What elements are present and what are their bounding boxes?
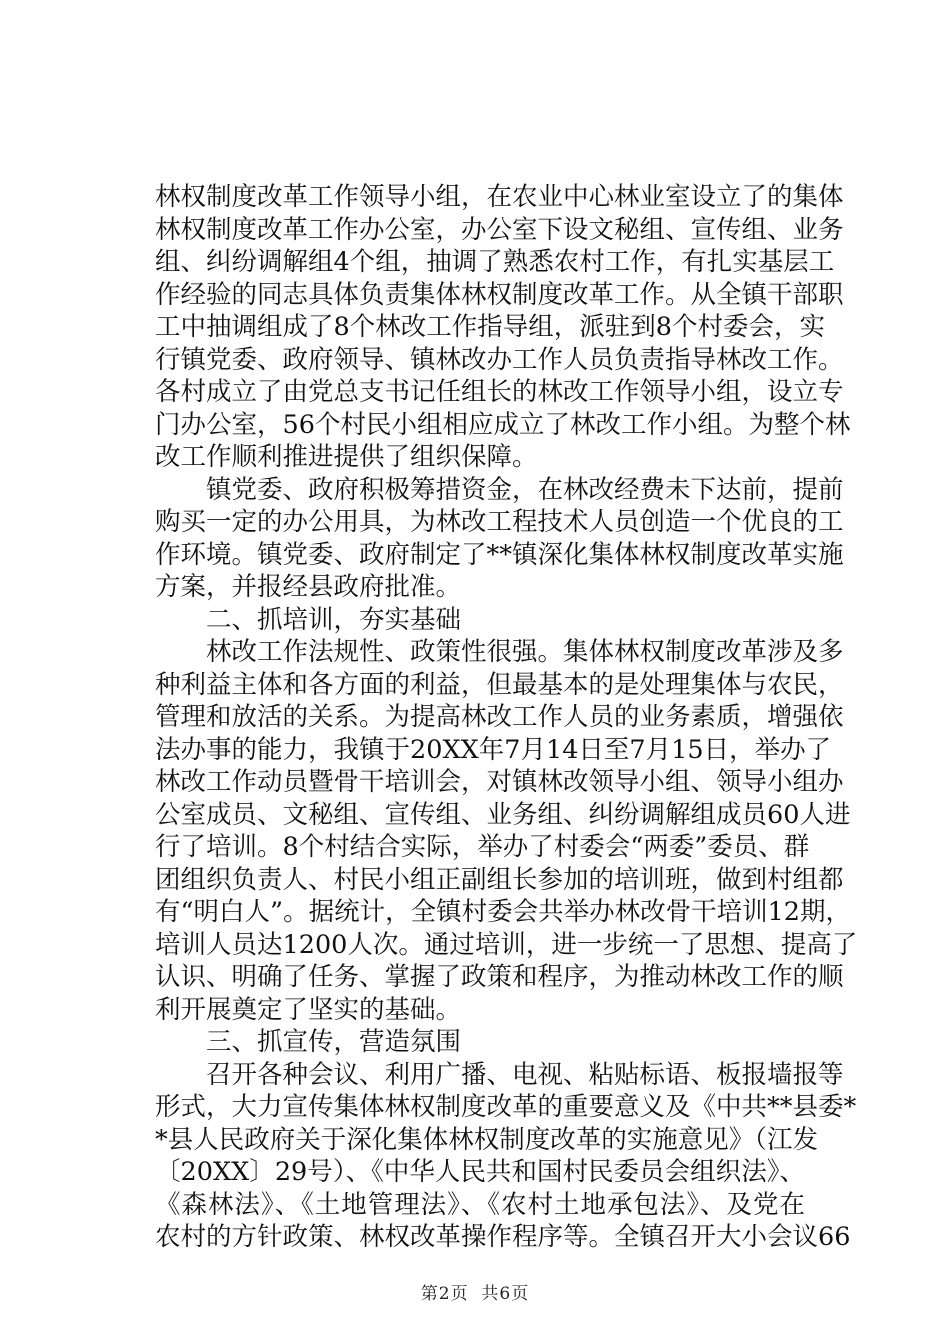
text-line-15: 林改工作法规性、政策性很强。集体林权制度改革涉及多 (155, 637, 844, 667)
section-heading-2: 二、抓培训，夯实基础 (155, 604, 462, 635)
text-line-10: 镇党委、政府积极筹措资金，在林改经费未下达前，提前 (155, 474, 844, 505)
text-line-28: 召开各种会议、利用广播、电视、粘贴标语、板报墙报等 (155, 1059, 844, 1090)
text-line-25: 认识、明确了任务、掌握了政策和程序，为推动林改工作的顺 (155, 962, 844, 992)
text-line-13: 方案，并报经县政府批准。 (155, 572, 462, 602)
text-line-33: 农村的方针政策、林权改革操作程序等。全镇召开大小会议66 (155, 1222, 851, 1252)
text-line-2: 林权制度改革工作办公室，办公室下设文秘组、宣传组、业务 (155, 214, 844, 245)
text-line-30: *县人民政府关于深化集体林权制度改革的实施意见》（江发 (155, 1124, 819, 1155)
text-line-7: 各村成立了由党总支书记任组长的林改工作领导小组，设立专 (155, 377, 844, 407)
text-line-31: 〔20XX〕29号）、《中华人民共和国村民委员会组织法》、 (155, 1157, 805, 1187)
text-line-17: 管理和放活的关系。为提高林改工作人员的业务素质，增强依 (155, 702, 844, 732)
text-line-19: 林改工作动员暨骨干培训会，对镇林改领导小组、领导小组办 (155, 767, 844, 797)
text-line-6: 行镇党委、政府领导、镇林改办工作人员负责指导林改工作。 (155, 344, 844, 375)
text-line-3: 组、纠纷调解组4个组，抽调了熟悉农村工作，有扎实基层工 (155, 247, 835, 277)
text-line-18: 法办事的能力，我镇于20XX年7月14日至7月15日，举办了 (155, 734, 832, 765)
text-line-24: 培训人员达1200人次。通过培训，进一步统一了思想、提高了 (155, 929, 858, 960)
text-line-16: 种利益主体和各方面的利益，但最基本的是处理集体与农民， (155, 669, 844, 700)
text-line-26: 利开展奠定了坚实的基础。 (155, 994, 462, 1025)
text-line-21: 行了培训。8个村结合实际，举办了村委会“两委”委员、群 (155, 832, 810, 862)
text-line-11: 购买一定的办公用具，为林改工程技术人员创造一个优良的工 (155, 507, 844, 537)
text-line-1: 林权制度改革工作领导小组，在农业中心林业室设立了的集体 (155, 182, 844, 212)
text-line-22: 团组织负责人、村民小组正副组长参加的培训班，做到村组都 (155, 864, 844, 895)
text-line-5: 工中抽调组成了8个林改工作指导组，派驻到8个村委会，实 (155, 312, 825, 342)
text-line-4: 作经验的同志具体负责集体林权制度改革工作。从全镇干部职 (155, 279, 844, 310)
text-line-9: 改工作顺利推进提供了组织保障。 (155, 442, 538, 472)
text-line-12: 作环境。镇党委、政府制定了**镇深化集体林权制度改革实施 (155, 539, 844, 570)
text-line-20: 公室成员、文秘组、宣传组、业务组、纠纷调解组成员60人进 (155, 799, 851, 830)
section-heading-3: 三、抓宣传，营造氛围 (155, 1027, 462, 1057)
page-number-footer: 第2页 共6页 (420, 1284, 530, 1304)
text-line-23: 有“明白人”。据统计，全镇村委会共举办林改骨干培训12期， (155, 897, 852, 927)
text-line-32: 《森林法》、《土地管理法》、《农村土地承包法》、及党在 (155, 1189, 805, 1220)
text-line-29: 形式，大力宣传集体林权制度改革的重要意义及《中共**县委* (155, 1092, 857, 1122)
text-line-8: 门办公室，56个村民小组相应成立了林改工作小组。为整个林 (155, 409, 851, 440)
